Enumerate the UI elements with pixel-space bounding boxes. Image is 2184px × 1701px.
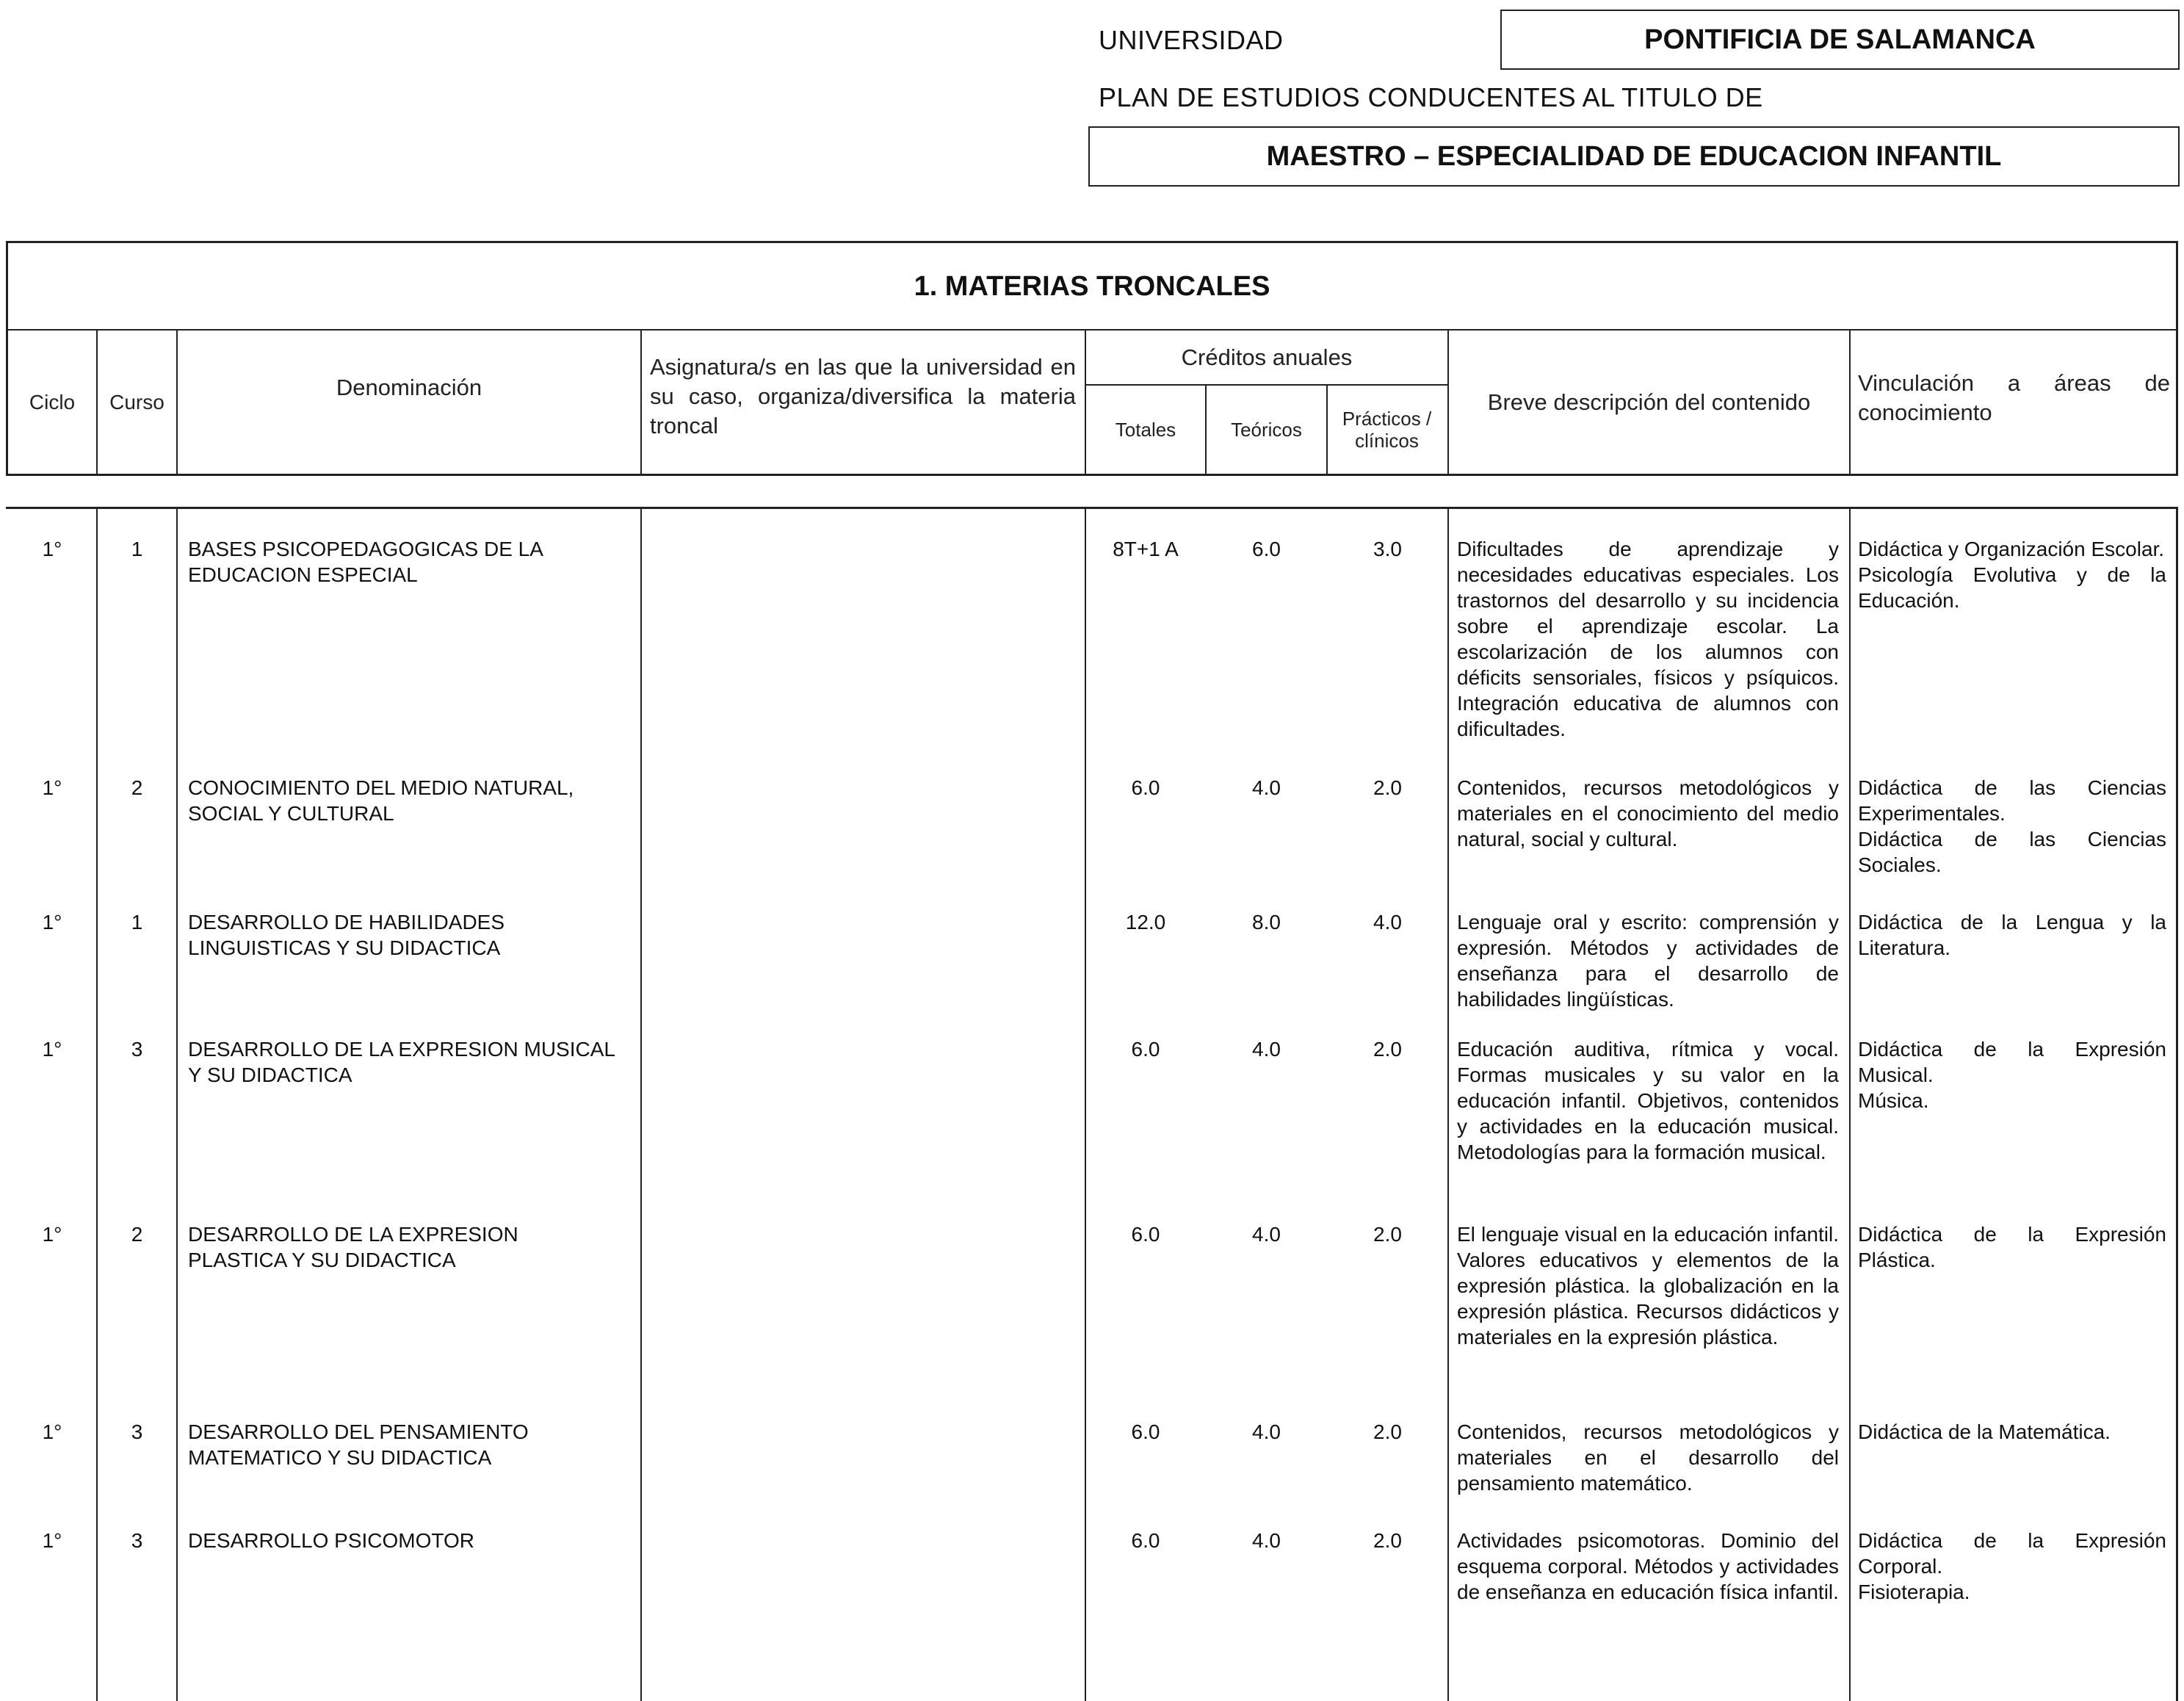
row-totales: 6.0 xyxy=(1131,776,1160,799)
row-vinculacion: Didáctica de la Expresión Corporal. Fisioterapia. xyxy=(1858,1529,2166,1603)
university-name: PONTIFICIA DE SALAMANCA xyxy=(1644,24,2036,55)
row-descripcion: El lenguaje visual en la educación infantil. Valores educativos y elementos de la expresión plástica. la globalización en la expresión plástica. Recursos didácticos y materiales en la expresión plástica. xyxy=(1457,1223,1839,1348)
row-totales: 6.0 xyxy=(1131,1223,1160,1246)
plan-label: PLAN DE ESTUDIOS CONDUCENTES AL TITULO DE xyxy=(1099,82,1763,112)
row-ciclo: 1° xyxy=(42,1529,62,1552)
row-totales: 6.0 xyxy=(1131,1529,1160,1552)
row-teoricos: 4.0 xyxy=(1252,1038,1281,1061)
table-title: 1. MATERIAS TRONCALES xyxy=(914,270,1270,302)
row-vinculacion: Didáctica de la Expresión Musical. Música. xyxy=(1858,1038,2166,1112)
row-ciclo: 1° xyxy=(42,1223,62,1246)
row-vinculacion: Didáctica de la Lengua y la Literatura. xyxy=(1858,911,2166,959)
row-vinculacion: Didáctica de la Expresión Plástica. xyxy=(1858,1223,2166,1271)
row-denominacion: DESARROLLO DE HABILIDADES LINGUISTICAS Y SU DIDACTICA xyxy=(188,911,505,959)
col-header-denominacion: Denominación xyxy=(336,374,482,400)
row-curso: 3 xyxy=(131,1529,143,1552)
row-totales: 8T+1 A xyxy=(1113,538,1179,560)
row-practicos: 2.0 xyxy=(1373,1038,1402,1061)
row-practicos: 2.0 xyxy=(1373,1223,1402,1246)
row-teoricos: 4.0 xyxy=(1252,1223,1281,1246)
row-practicos: 4.0 xyxy=(1373,911,1402,933)
row-curso: 1 xyxy=(131,911,143,933)
col-header-teoricos: Teóricos xyxy=(1231,419,1302,441)
row-descripcion: Contenidos, recursos metodológicos y materiales en el desarrollo del pensamiento matemático. xyxy=(1457,1420,1839,1495)
row-ciclo: 1° xyxy=(42,538,62,560)
row-denominacion: BASES PSICOPEDAGOGICAS DE LA EDUCACION ESPECIAL xyxy=(188,538,543,586)
row-curso: 2 xyxy=(131,1223,143,1246)
row-teoricos: 4.0 xyxy=(1252,776,1281,799)
col-header-curso: Curso xyxy=(109,390,164,413)
row-teoricos: 4.0 xyxy=(1252,1420,1281,1443)
university-name-box xyxy=(1500,10,2180,70)
degree-title-box xyxy=(1088,126,2180,187)
row-denominacion: DESARROLLO DEL PENSAMIENTO MATEMATICO Y SU DIDACTICA xyxy=(188,1420,529,1469)
university-label: UNIVERSIDAD xyxy=(1099,25,1284,55)
row-teoricos: 8.0 xyxy=(1252,911,1281,933)
row-totales: 6.0 xyxy=(1131,1420,1160,1443)
degree-title: MAESTRO – ESPECIALIDAD DE EDUCACION INFANTIL xyxy=(1266,140,2002,172)
row-practicos: 2.0 xyxy=(1373,1420,1402,1443)
row-vinculacion: Didáctica y Organización Escolar. Psicología Evolutiva y de la Educación. xyxy=(1858,538,2166,612)
row-curso: 2 xyxy=(131,776,143,799)
row-curso: 1 xyxy=(131,538,143,560)
row-curso: 3 xyxy=(131,1420,143,1443)
col-header-asignaturas: Asignatura/s en las que la universidad en su caso, organiza/diversifica la materia troncal xyxy=(650,354,1076,438)
row-descripcion: Contenidos, recursos metodológicos y materiales en el conocimiento del medio natural, social y cultural. xyxy=(1457,776,1839,850)
col-header-totales: Totales xyxy=(1115,419,1176,441)
row-denominacion: DESARROLLO PSICOMOTOR xyxy=(188,1529,475,1552)
row-practicos: 2.0 xyxy=(1373,776,1402,799)
row-ciclo: 1° xyxy=(42,776,62,799)
row-denominacion: CONOCIMIENTO DEL MEDIO NATURAL, SOCIAL Y CULTURAL xyxy=(188,776,574,825)
row-ciclo: 1° xyxy=(42,911,62,933)
row-totales: 6.0 xyxy=(1131,1038,1160,1061)
col-header-creditos: Créditos anuales xyxy=(1181,344,1353,370)
col-header-descripcion: Breve descripción del contenido xyxy=(1487,389,1811,415)
row-denominacion: DESARROLLO DE LA EXPRESION PLASTICA Y SU DIDACTICA xyxy=(188,1223,518,1271)
row-totales: 12.0 xyxy=(1125,911,1166,933)
row-vinculacion: Didáctica de la Matemática. xyxy=(1858,1420,2111,1443)
row-denominacion: DESARROLLO DE LA EXPRESION MUSICAL Y SU DIDACTICA xyxy=(188,1038,615,1086)
row-curso: 3 xyxy=(131,1038,143,1061)
row-descripcion: Actividades psicomotoras. Dominio del esquema corporal. Métodos y actividades de enseñanza en educación física infantil. xyxy=(1457,1529,1839,1603)
row-descripcion: Lenguaje oral y escrito: comprensión y expresión. Métodos y actividades de enseñanza para el desarrollo de habilidades lingüísticas. xyxy=(1457,911,1839,1011)
row-ciclo: 1° xyxy=(42,1420,62,1443)
col-header-practicos: Prácticos / clínicos xyxy=(1342,408,1432,452)
row-practicos: 2.0 xyxy=(1373,1529,1402,1552)
row-vinculacion: Didáctica de las Ciencias Experimentales. Didáctica de las Ciencias Sociales. xyxy=(1858,776,2166,876)
col-header-ciclo: Ciclo xyxy=(29,390,76,413)
row-descripcion: Educación auditiva, rítmica y vocal. Formas musicales y su valor en la educación infantil. Objetivos, contenidos y actividades en la educación musical. Metodologías para la formación musical. xyxy=(1457,1038,1839,1163)
row-teoricos: 4.0 xyxy=(1252,1529,1281,1552)
row-teoricos: 6.0 xyxy=(1252,538,1281,560)
row-practicos: 3.0 xyxy=(1373,538,1402,560)
row-ciclo: 1° xyxy=(42,1038,62,1061)
row-descripcion: Dificultades de aprendizaje y necesidades educativas especiales. Los trastornos del desarrollo y su incidencia sobre el aprendizaje escolar. La escolarización de los alumnos con déficits sensoriales, físicos y psíquicos. Integración educativa de alumnos con dificultades. xyxy=(1457,538,1839,740)
col-header-vinculacion: Vinculación a áreas de conocimiento xyxy=(1858,370,2170,425)
